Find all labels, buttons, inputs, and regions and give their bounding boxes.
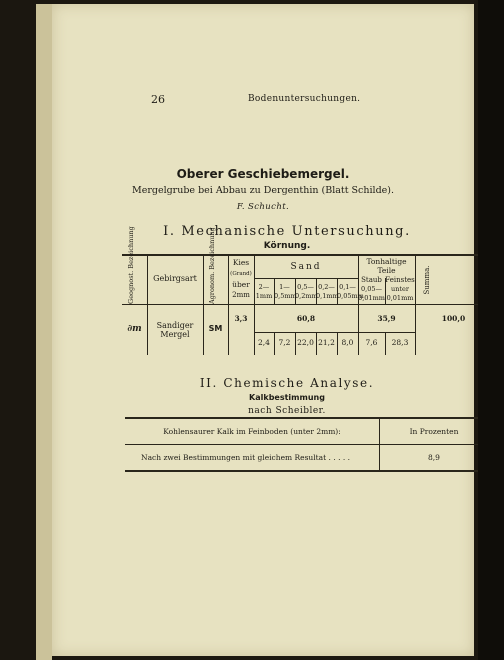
chem-col-unit: In Prozenten xyxy=(409,427,459,436)
header-summa: Summa. xyxy=(423,265,431,295)
cell-gebirgsart-2: Mergel xyxy=(160,330,190,339)
mech-subheading: Körnung. xyxy=(263,241,311,251)
sand-sub-2a: 1— xyxy=(279,283,290,291)
ton-sub-1a: Staub xyxy=(361,276,382,284)
section-title: Oberer Geschiebemergel. xyxy=(176,167,350,181)
header-ton-2: Teile xyxy=(377,266,396,275)
mech-heading: I. Mechanische Untersuchung. xyxy=(163,224,411,239)
cell-ton-1: 7,6 xyxy=(365,338,378,347)
cell-ton-2: 28,3 xyxy=(391,338,409,347)
sand-sub-5a: 0,1— xyxy=(339,283,356,291)
chem-method: nach Scheibler. xyxy=(248,406,326,416)
col-divider xyxy=(415,254,416,355)
header-agronom: Agronom. Bezeichnung xyxy=(208,227,216,304)
sand-sub-2b: 0,5mm xyxy=(274,292,297,300)
cell-kies: 3,3 xyxy=(234,314,248,323)
right-shadow xyxy=(478,0,504,660)
sand-header-rule xyxy=(254,278,358,279)
header-geognost: Geognost. Bezeichnung xyxy=(127,226,135,304)
cell-sand-1: 2,4 xyxy=(258,338,270,347)
header-kies-2: (Grand) xyxy=(230,271,252,277)
book-page xyxy=(52,4,474,656)
col-divider xyxy=(337,278,338,304)
running-title: Bodenuntersuchungen. xyxy=(248,94,361,104)
col-divider xyxy=(203,254,204,355)
cell-agronom: SM xyxy=(208,324,223,333)
value-split-rule-2 xyxy=(358,332,415,333)
header-kies-1: Kies xyxy=(232,258,250,267)
cell-geognost: ∂m xyxy=(127,324,142,334)
chem-top-rule xyxy=(125,417,489,419)
table-header-rule xyxy=(122,304,492,305)
header-kies-3: über xyxy=(232,280,250,289)
chem-mid-rule xyxy=(125,444,489,445)
ton-sub-1c: 0,01mm xyxy=(358,294,385,302)
chem-subheading: Kalkbestimmung xyxy=(249,393,325,402)
col-divider xyxy=(228,254,229,355)
table-top-rule xyxy=(122,254,492,256)
cell-ton-total: 35,9 xyxy=(377,314,396,323)
sand-sub-4a: 0,2— xyxy=(318,283,335,291)
sand-sub-1b: 1mm xyxy=(255,292,273,300)
chem-col-label: Kohlensaurer Kalk im Feinboden (unter 2mm): xyxy=(163,427,341,436)
sand-sub-1a: 2— xyxy=(258,283,270,291)
value-split-rule xyxy=(254,332,358,333)
ton-sub-2a: Feinstes xyxy=(385,276,415,284)
cell-sand-5: 8,0 xyxy=(341,338,354,347)
sand-sub-3a: 0,5— xyxy=(297,283,314,291)
chem-row-value: 8,9 xyxy=(428,453,440,462)
col-divider xyxy=(147,254,148,355)
header-kies-4: 2mm xyxy=(232,291,250,299)
sand-sub-3b: 0,2mm xyxy=(295,292,318,300)
cell-sand-total: 60,8 xyxy=(296,314,316,323)
ton-sub-2b: unter xyxy=(391,285,409,293)
chem-row-label: Nach zwei Bestimmungen mit gleichem Resultat . . . . . xyxy=(141,453,351,462)
ton-sub-1b: 0,05— xyxy=(361,285,382,293)
col-divider xyxy=(316,278,317,304)
sand-sub-4b: 0,1mm xyxy=(316,292,339,300)
chem-heading: II. Chemische Analyse. xyxy=(199,376,375,390)
page-edge xyxy=(36,4,52,660)
cell-sand-2: 7,2 xyxy=(278,338,291,347)
col-divider xyxy=(295,278,296,304)
header-gebirgsart: Gebirgsart xyxy=(153,274,197,283)
page-number: 26 xyxy=(151,93,165,106)
cell-sand-4: 21,2 xyxy=(318,338,335,347)
cell-gebirgsart-1: Sandiger xyxy=(156,321,194,330)
col-divider xyxy=(274,278,275,304)
chem-col-divider xyxy=(379,417,380,470)
sand-sub-5b: 0,05mm xyxy=(337,292,364,300)
ton-sub-2c: 0,01mm xyxy=(386,294,414,302)
header-sand: Sand xyxy=(290,262,322,272)
cell-sand-3: 22,0 xyxy=(297,338,314,347)
header-ton-1: Tonhaltige xyxy=(366,257,407,266)
location-line: Mergelgrube bei Abbau zu Dergenthin (Blatt Schilde). xyxy=(131,185,395,196)
chem-bottom-rule xyxy=(125,470,489,472)
author-line: F. Schucht. xyxy=(236,202,290,212)
cell-summa: 100,0 xyxy=(441,314,466,323)
